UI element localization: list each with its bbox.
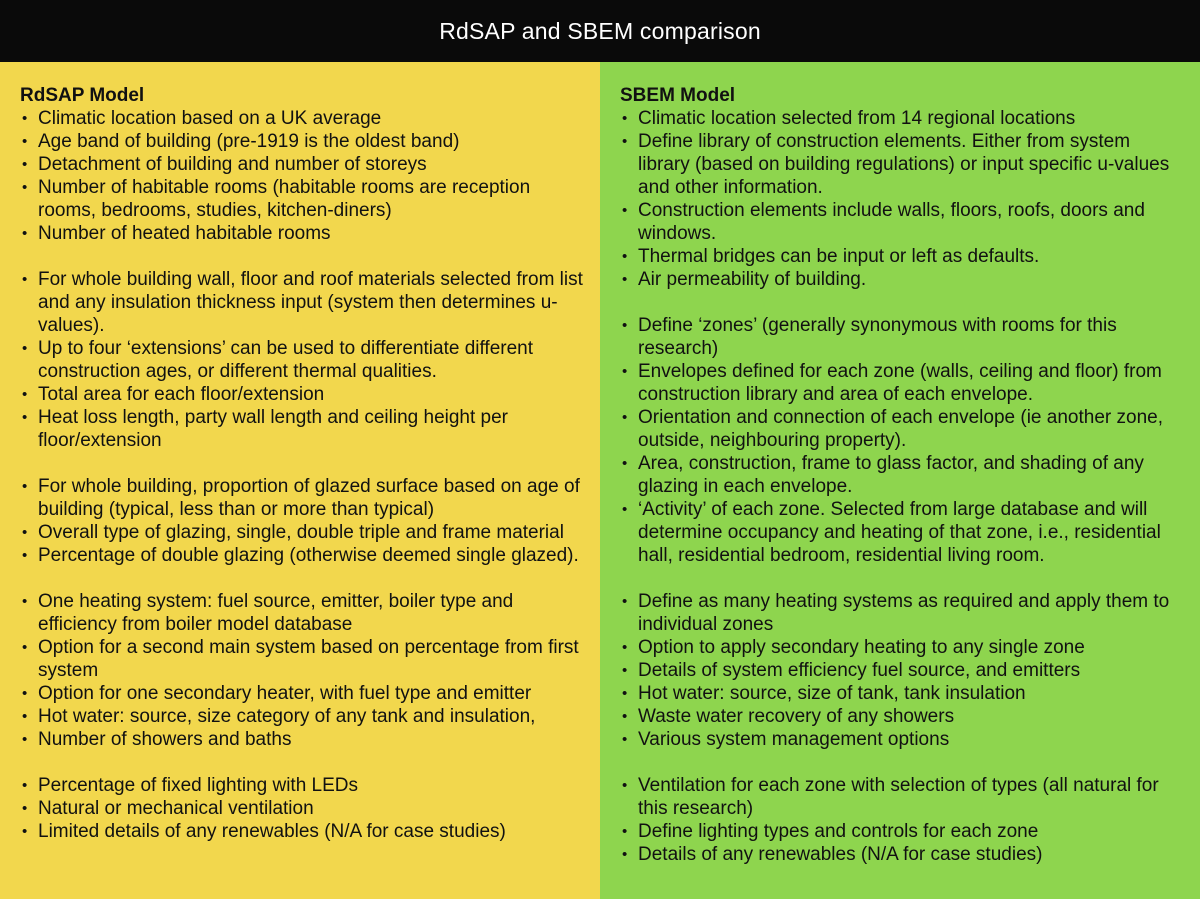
bullet-icon: • [622,501,628,518]
bullet-text: Up to four ‘extensions’ can be used to differentiate different construction ages, or different thermal qualities. [38,338,534,382]
bullet-item [620,659,1186,682]
bullet-text: Area, construction, frame to glass factor, and shading of any glazing in each envelope. [638,453,1144,497]
bullet-icon: • [22,110,28,127]
bullet-text: Limited details of any renewables (N/A for case studies) [38,821,506,842]
bullet-text: Waste water recovery of any showers [638,706,955,727]
bullet-group [20,475,586,567]
bullet-icon: • [22,156,28,173]
bullet-text: Option to apply secondary heating to any single zone [638,637,1085,658]
bullet-group [20,590,586,751]
bullet-icon: • [622,731,628,748]
bullet-text: Ventilation for each zone with selection of types (all natural for this research) [638,775,1159,819]
bullet-item [620,498,1186,567]
bullet-icon: • [22,271,28,288]
bullet-icon: • [22,823,28,840]
bullet-icon: • [22,777,28,794]
bullet-icon: • [622,409,628,426]
bullet-item [620,452,1186,498]
bullet-icon: • [22,179,28,196]
bullet-icon: • [622,317,628,334]
bullet-item [20,544,586,567]
bullet-item [620,314,1186,360]
bullet-text: Construction elements include walls, floors, roofs, doors and windows. [638,200,1145,244]
bullet-text: Define ‘zones’ (generally synonymous with rooms for this research) [638,315,1117,359]
bullet-group [620,590,1186,751]
bullet-text: Define lighting types and controls for each zone [638,821,1039,842]
bullet-text: Number of habitable rooms (habitable rooms are reception rooms, bedrooms, studies, kitchen-diners) [38,177,531,221]
bullet-item [20,222,586,245]
bullet-icon: • [622,777,628,794]
bullet-text: Number of showers and baths [38,729,292,750]
bullet-icon: • [22,800,28,817]
bullet-text: Option for one secondary heater, with fuel type and emitter [38,683,532,704]
bullet-item [620,268,1186,291]
bullet-icon: • [22,685,28,702]
bullet-icon: • [22,524,28,541]
title-bar [0,0,1200,62]
bullet-text: Hot water: source, size category of any tank and insulation, [38,706,536,727]
bullet-item [20,705,586,728]
bullet-text: Envelopes defined for each zone (walls, ceiling and floor) from construction library and area of each envelope. [638,361,1162,405]
bullet-icon: • [22,547,28,564]
bullet-icon: • [622,662,628,679]
bullet-text: Option for a second main system based on percentage from first system [38,637,579,681]
bullet-group [20,268,586,452]
bullet-icon: • [622,248,628,265]
rdsap-panel [0,62,600,899]
bullet-icon: • [622,708,628,725]
bullet-text: Various system management options [638,729,950,750]
bullet-item [20,521,586,544]
bullet-item [20,636,586,682]
bullet-text: Total area for each floor/extension [38,384,325,405]
bullet-text: Number of heated habitable rooms [38,223,331,244]
bullet-icon: • [22,409,28,426]
bullet-text: Climatic location based on a UK average [38,108,382,129]
bullet-item [620,728,1186,751]
bullet-item [620,705,1186,728]
bullet-item [620,590,1186,636]
bullet-group [620,774,1186,866]
bullet-icon: • [22,593,28,610]
sbem-panel [600,62,1200,899]
bullet-text: One heating system: fuel source, emitter, boiler type and efficiency from boiler model database [38,591,514,635]
bullet-item [20,797,586,820]
bullet-icon: • [622,110,628,127]
bullet-icon: • [622,823,628,840]
bullet-item [20,107,586,130]
bullet-text: Orientation and connection of each envelope (ie another zone, outside, neighbouring property). [638,407,1163,451]
bullet-item [620,843,1186,866]
bullet-icon: • [622,846,628,863]
bullet-text: Age band of building (pre-1919 is the oldest band) [38,131,460,152]
bullet-text: Air permeability of building. [638,269,867,290]
bullet-icon: • [622,202,628,219]
rdsap-heading: RdSAP Model [20,85,145,106]
bullet-text: Natural or mechanical ventilation [38,798,314,819]
bullet-item [20,337,586,383]
bullet-group [620,107,1186,291]
bullet-icon: • [22,133,28,150]
bottom-margin [0,899,1200,904]
rdsap-bullet-groups [20,107,586,843]
bullet-item [620,130,1186,199]
bullet-icon: • [622,271,628,288]
bullet-text: For whole building wall, floor and roof materials selected from list and any insulation thickness input (system then determines u-values). [38,269,583,336]
bullet-text: Thermal bridges can be input or left as defaults. [638,246,1040,267]
bullet-item [620,245,1186,268]
bullet-group [20,107,586,245]
bullet-item [620,406,1186,452]
bullet-item [620,360,1186,406]
bullet-text: For whole building, proportion of glazed surface based on age of building (typical, less than or more than typical) [38,476,580,520]
figure-title: RdSAP and SBEM comparison [439,17,761,44]
bullet-item [620,636,1186,659]
bullet-text: Define library of construction elements. Either from system library (based on building regulations) or input specific u-values and other information. [638,131,1170,198]
bullet-item [20,475,586,521]
sbem-bullet-groups [620,107,1186,866]
bullet-item [20,153,586,176]
bullet-icon: • [22,731,28,748]
sbem-heading: SBEM Model [620,85,736,106]
bullet-group [620,314,1186,567]
bullet-icon: • [622,685,628,702]
bullet-item [620,107,1186,130]
bullet-item [620,774,1186,820]
bullet-item [20,682,586,705]
bullet-item [20,590,586,636]
bullet-icon: • [622,639,628,656]
bullet-text: Heat loss length, party wall length and ceiling height per floor/extension [38,407,509,451]
bullet-item [20,268,586,337]
bullet-item [20,406,586,452]
bullet-text: Climatic location selected from 14 regional locations [638,108,1076,129]
bullet-item [20,176,586,222]
bullet-text: Hot water: source, size of tank, tank insulation [638,683,1026,704]
bullet-text: Percentage of fixed lighting with LEDs [38,775,359,796]
bullet-text: Define as many heating systems as required and apply them to individual zones [638,591,1170,635]
bullet-icon: • [22,639,28,656]
bullet-icon: • [622,133,628,150]
bullet-icon: • [22,478,28,495]
bullet-item [20,383,586,406]
bullet-icon: • [22,340,28,357]
bullet-text: Details of system efficiency fuel source, and emitters [638,660,1081,681]
bullet-text: Details of any renewables (N/A for case studies) [638,844,1043,865]
bullet-item [20,728,586,751]
bullet-item [620,682,1186,705]
bullet-item [20,774,586,797]
comparison-columns [0,62,1200,899]
bullet-item [20,820,586,843]
bullet-group [20,774,586,843]
bullet-icon: • [22,225,28,242]
bullet-item [620,820,1186,843]
bullet-icon: • [622,363,628,380]
bullet-icon: • [22,386,28,403]
bullet-icon: • [622,455,628,472]
bullet-text: Detachment of building and number of storeys [38,154,427,175]
bullet-text: Percentage of double glazing (otherwise deemed single glazed). [38,545,579,566]
bullet-text: ‘Activity’ of each zone. Selected from large database and will determine occupancy and heating of that zone, i.e., residential hall, residential bedroom, residential living room. [638,499,1161,566]
bullet-icon: • [622,593,628,610]
bullet-text: Overall type of glazing, single, double triple and frame material [38,522,564,543]
bullet-icon: • [22,708,28,725]
bullet-item [20,130,586,153]
bullet-item [620,199,1186,245]
